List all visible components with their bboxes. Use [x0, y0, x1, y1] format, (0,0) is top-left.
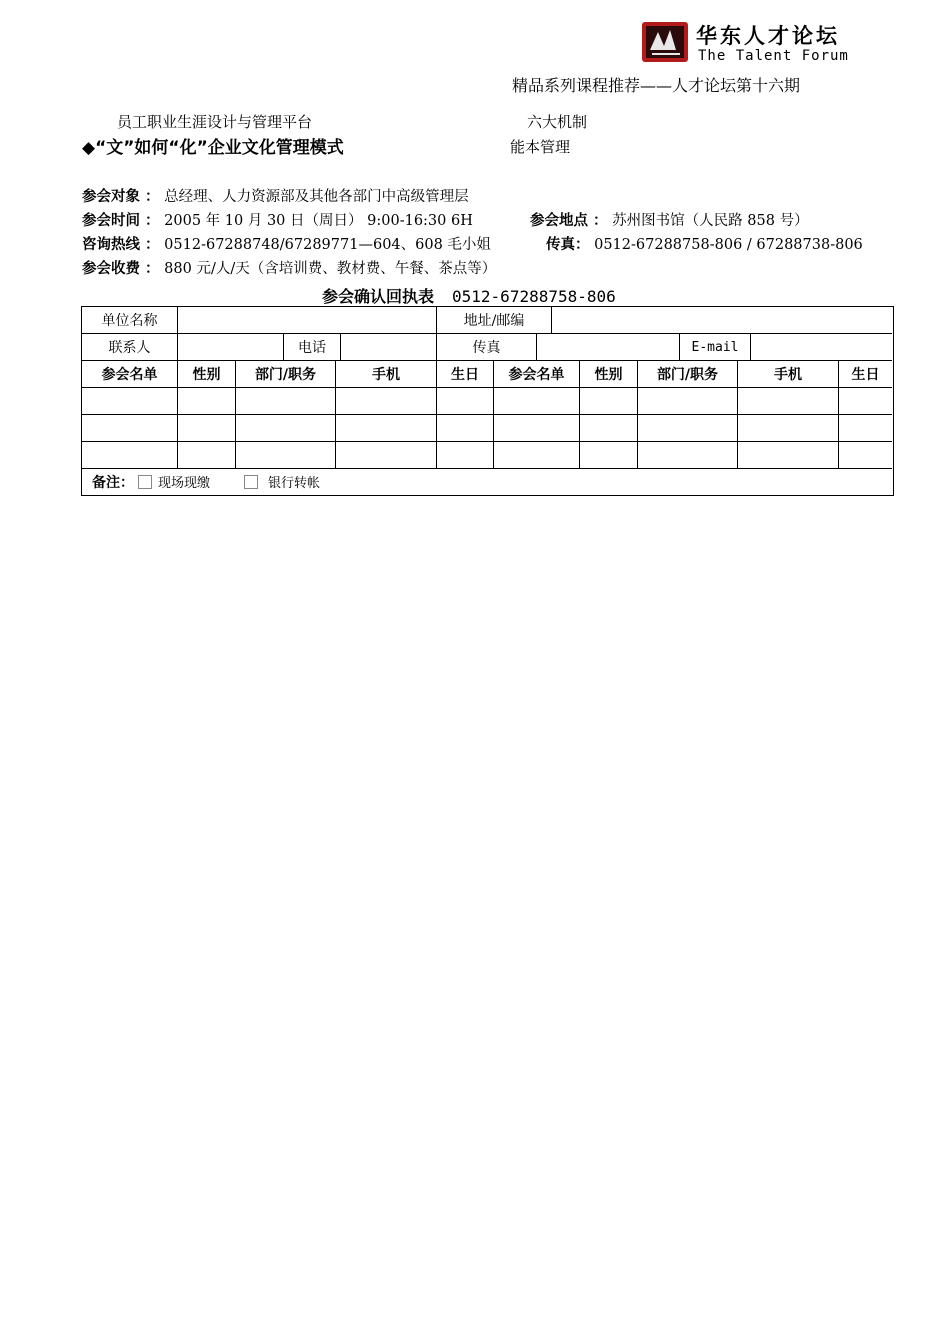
time-value: 2005 年 10 月 30 日（周日） 9:00-16:30 6H	[164, 213, 473, 229]
attendee-cell[interactable]	[178, 442, 236, 469]
audience-label: 参会对象 ：	[82, 189, 160, 205]
registration-form	[81, 306, 894, 496]
checkbox-bank[interactable]	[244, 475, 258, 489]
col-dept: 部门/职务	[236, 361, 336, 388]
attendee-cell[interactable]	[437, 415, 494, 442]
fee-label: 参会收费 ：	[82, 261, 160, 277]
fax-value: 0512-67288758-806 / 67288738-806	[594, 237, 863, 253]
attendee-cell[interactable]	[494, 442, 580, 469]
attendee-cell[interactable]	[82, 388, 178, 415]
info-audience	[82, 185, 469, 206]
attendee-cell[interactable]	[638, 388, 738, 415]
checkbox-onsite[interactable]	[138, 475, 152, 489]
attendee-cell[interactable]	[82, 415, 178, 442]
phone-label: 电话	[284, 334, 341, 361]
forum-logo-icon	[642, 20, 690, 64]
hotline-value: 0512-67288748/67289771—604、608 毛小姐	[164, 237, 491, 253]
fee-value: 880 元/人/天（含培训费、教材费、午餐、茶点等）	[164, 261, 497, 277]
notes-label: 备注：	[92, 474, 134, 491]
hotline-label: 咨询热线 ：	[82, 237, 160, 253]
attendee-cell[interactable]	[738, 415, 839, 442]
attendee-cell[interactable]	[580, 415, 638, 442]
course-career-platform: 员工职业生涯设计与管理平台	[117, 113, 313, 131]
audience-value: 总经理、人力资源部及其他各部门中高级管理层	[164, 189, 469, 205]
form-title	[322, 284, 616, 307]
col-birthday: 生日	[437, 361, 494, 388]
notes-row	[82, 468, 892, 495]
attendee-cell[interactable]	[336, 442, 437, 469]
attendee-cell[interactable]	[178, 415, 236, 442]
course-ability-management: 能本管理	[510, 138, 571, 156]
option-onsite: 现场现缴	[158, 476, 211, 491]
logo-english: The Talent Forum	[698, 48, 849, 64]
info-time	[82, 209, 473, 230]
attendee-cell[interactable]	[738, 442, 839, 469]
info-venue	[530, 209, 809, 230]
fax-input[interactable]	[537, 334, 680, 361]
attendee-cell[interactable]	[494, 415, 580, 442]
email-input[interactable]	[751, 334, 892, 361]
course-culture-model: ◆“文”如何“化”企业文化管理模式	[82, 138, 344, 158]
form-title-text: 参会确认回执表	[322, 287, 435, 306]
col-gender-2: 性别	[580, 361, 638, 388]
col-mobile-2: 手机	[738, 361, 839, 388]
info-fax	[546, 233, 863, 254]
phone-input[interactable]	[341, 334, 437, 361]
course-six-mechanisms: 六大机制	[527, 113, 588, 131]
address-input[interactable]	[552, 307, 892, 334]
address-label: 地址/邮编	[437, 307, 552, 334]
attendee-cell[interactable]	[336, 388, 437, 415]
option-bank: 银行转帐	[268, 476, 321, 491]
info-fee	[82, 257, 496, 278]
logo-chinese: 华东人才论坛	[696, 24, 840, 48]
contact-label: 联系人	[82, 334, 178, 361]
attendee-cell[interactable]	[738, 388, 839, 415]
attendee-cell[interactable]	[178, 388, 236, 415]
attendee-cell[interactable]	[839, 442, 892, 469]
col-gender: 性别	[178, 361, 236, 388]
attendee-cell[interactable]	[336, 415, 437, 442]
col-birthday-2: 生日	[839, 361, 892, 388]
attendee-cell[interactable]	[236, 388, 336, 415]
time-label: 参会时间 ：	[82, 213, 160, 229]
attendee-cell[interactable]	[437, 388, 494, 415]
attendee-cell[interactable]	[236, 415, 336, 442]
col-mobile: 手机	[336, 361, 437, 388]
attendee-cell[interactable]	[437, 442, 494, 469]
info-hotline	[82, 233, 491, 254]
attendee-cell[interactable]	[494, 388, 580, 415]
col-dept-2: 部门/职务	[638, 361, 738, 388]
attendee-cell[interactable]	[638, 415, 738, 442]
col-attendee-2: 参会名单	[494, 361, 580, 388]
attendee-cell[interactable]	[82, 442, 178, 469]
venue-value: 苏州图书馆（人民路 858 号）	[612, 213, 809, 229]
col-attendee: 参会名单	[82, 361, 178, 388]
contact-input[interactable]	[178, 334, 284, 361]
venue-label: 参会地点 ：	[530, 213, 608, 229]
form-fax-number: 0512-67288758-806	[452, 287, 616, 306]
fax-field-label: 传真	[437, 334, 537, 361]
attendee-cell[interactable]	[638, 442, 738, 469]
unit-name-input[interactable]	[178, 307, 437, 334]
attendee-cell[interactable]	[580, 388, 638, 415]
attendee-cell[interactable]	[839, 415, 892, 442]
attendee-cell[interactable]	[580, 442, 638, 469]
fax-label: 传真：	[546, 237, 590, 253]
attendee-cell[interactable]	[236, 442, 336, 469]
series-title: 精品系列课程推荐——人才论坛第十六期	[512, 76, 801, 95]
unit-name-label: 单位名称	[82, 307, 178, 334]
email-label: E-mail	[680, 334, 751, 361]
talent-forum-logo	[642, 20, 862, 70]
attendee-cell[interactable]	[839, 388, 892, 415]
